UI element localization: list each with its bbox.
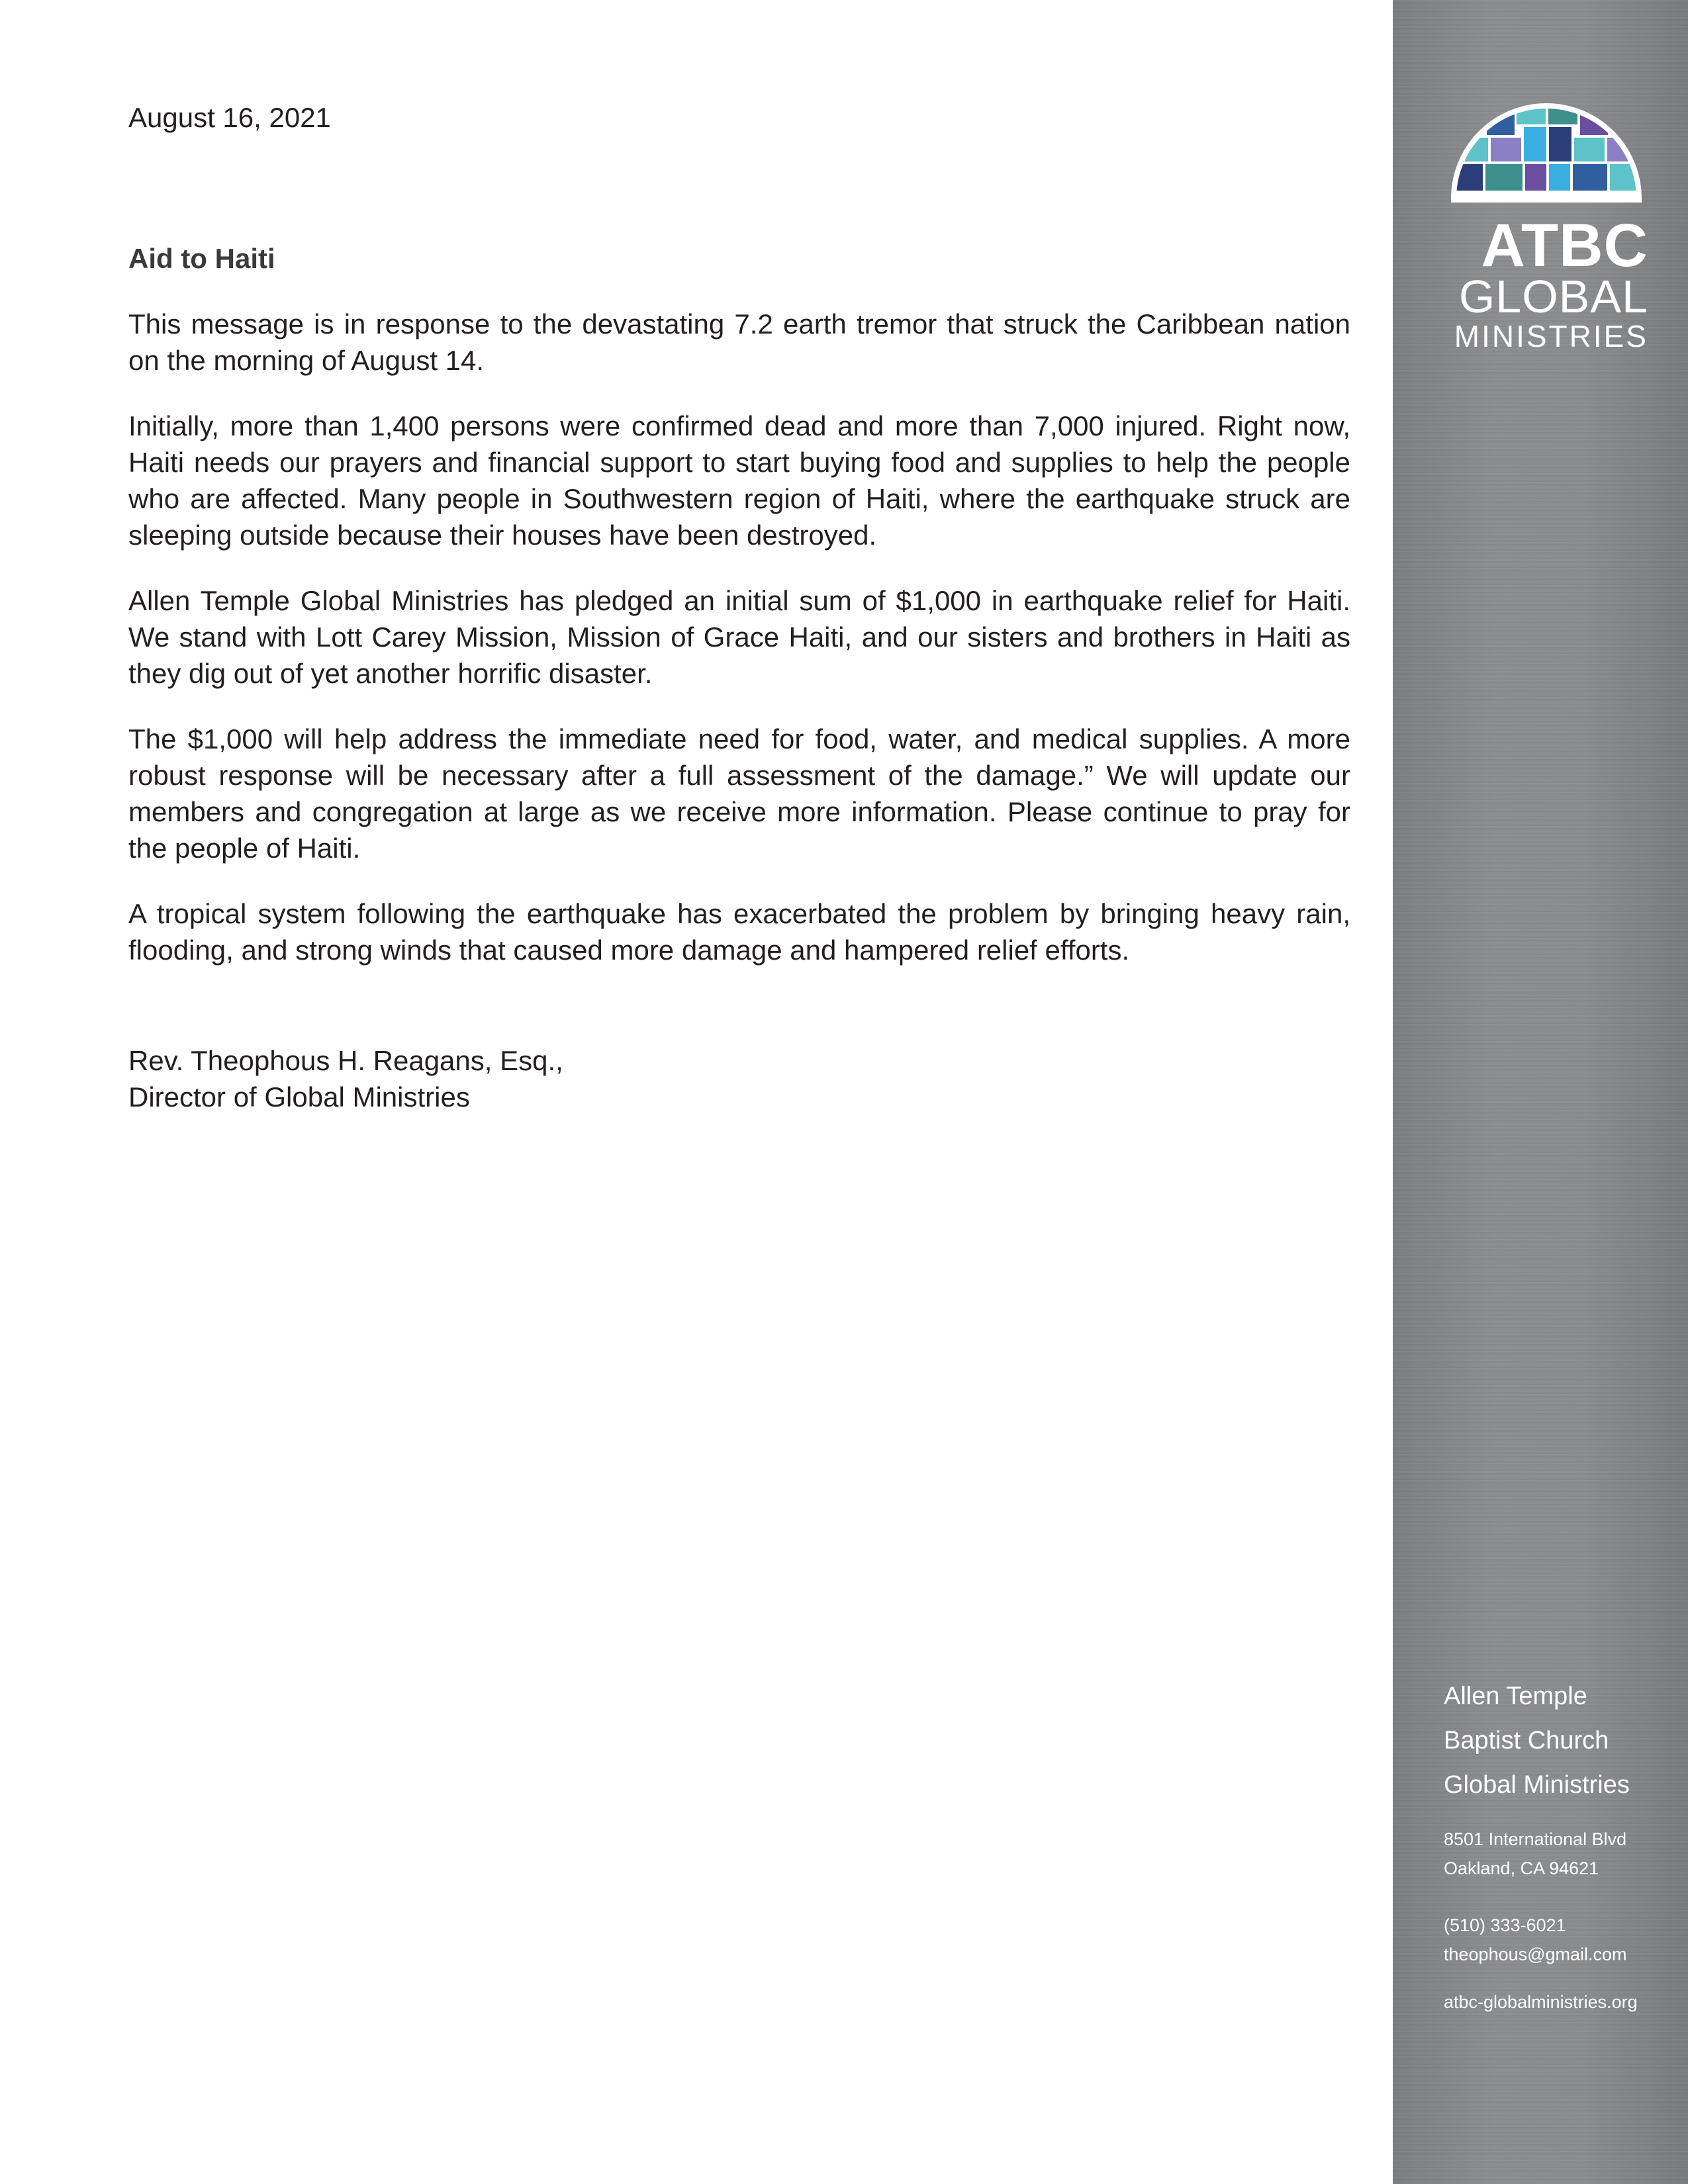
- address-city: Oakland, CA 94621: [1444, 1858, 1599, 1878]
- address: [1444, 1825, 1682, 1883]
- logo-wordmark: [1443, 212, 1648, 353]
- signature-title: Director of Global Ministries: [128, 1081, 470, 1113]
- logo-global-text: GLOBAL: [1458, 271, 1648, 322]
- org-name-line: Allen Temple: [1444, 1682, 1587, 1710]
- logo-atbc-text: ATBC: [1481, 212, 1648, 279]
- letter-paragraph: Initially, more than 1,400 persons were confirmed dead and more than 7,000 injured. Right now, Haiti needs our prayers and financial support to start buying food and supplies to help the people who are affected. Many people in Southwestern region of Haiti, where the earthquake struck are sleeping outside because their houses have been destroyed.: [128, 410, 1350, 551]
- logo-ministries-text: MINISTRIES: [1454, 319, 1648, 353]
- phone-number: (510) 333-6021: [1444, 1915, 1566, 1935]
- letter-body: [128, 99, 1350, 1115]
- letter-paragraph: The $1,000 will help address the immediate need for food, water, and medical supplies. A more robust response will be necessary after a full assessment of the damage.” We will update our members and congregation at large as we receive more information. Please continue to pray for the people of Haiti.: [128, 723, 1350, 864]
- signature-block: [128, 1042, 1350, 1115]
- globe-dome-icon: [1447, 99, 1646, 205]
- email-address: theophous@gmail.com: [1444, 1944, 1627, 1964]
- website: atbc-globalministries.org: [1444, 1992, 1638, 2012]
- signature-name: Rev. Theophous H. Reagans, Esq.,: [128, 1045, 563, 1076]
- letter-paragraph: Allen Temple Global Ministries has pledged an initial sum of $1,000 in earthquake relief for Haiti. We stand with Lott Carey Mission, Mission of Grace Haiti, and our sisters and brothers in Haiti as they dig out of yet another horrific disaster.: [128, 585, 1350, 689]
- letter-date: August 16, 2021: [128, 102, 331, 133]
- phone-email: [1444, 1911, 1682, 1969]
- address-street: 8501 International Blvd: [1444, 1829, 1627, 1849]
- atbc-logo: [1443, 99, 1655, 353]
- org-name-line: Global Ministries: [1444, 1771, 1630, 1799]
- letter-subject: Aid to Haiti: [128, 243, 275, 274]
- letter-paragraph: This message is in response to the devastating 7.2 earth tremor that struck the Caribbean nation on the morning of August 14.: [128, 308, 1350, 376]
- contact-block: [1444, 1674, 1682, 2017]
- letterhead-sidebar: [1393, 0, 1688, 2184]
- letter-paragraph: A tropical system following the earthquake has exacerbated the problem by bringing heavy rain, flooding, and strong winds that caused more damage and hampered relief efforts.: [128, 898, 1350, 966]
- org-name-line: Baptist Church: [1444, 1727, 1609, 1754]
